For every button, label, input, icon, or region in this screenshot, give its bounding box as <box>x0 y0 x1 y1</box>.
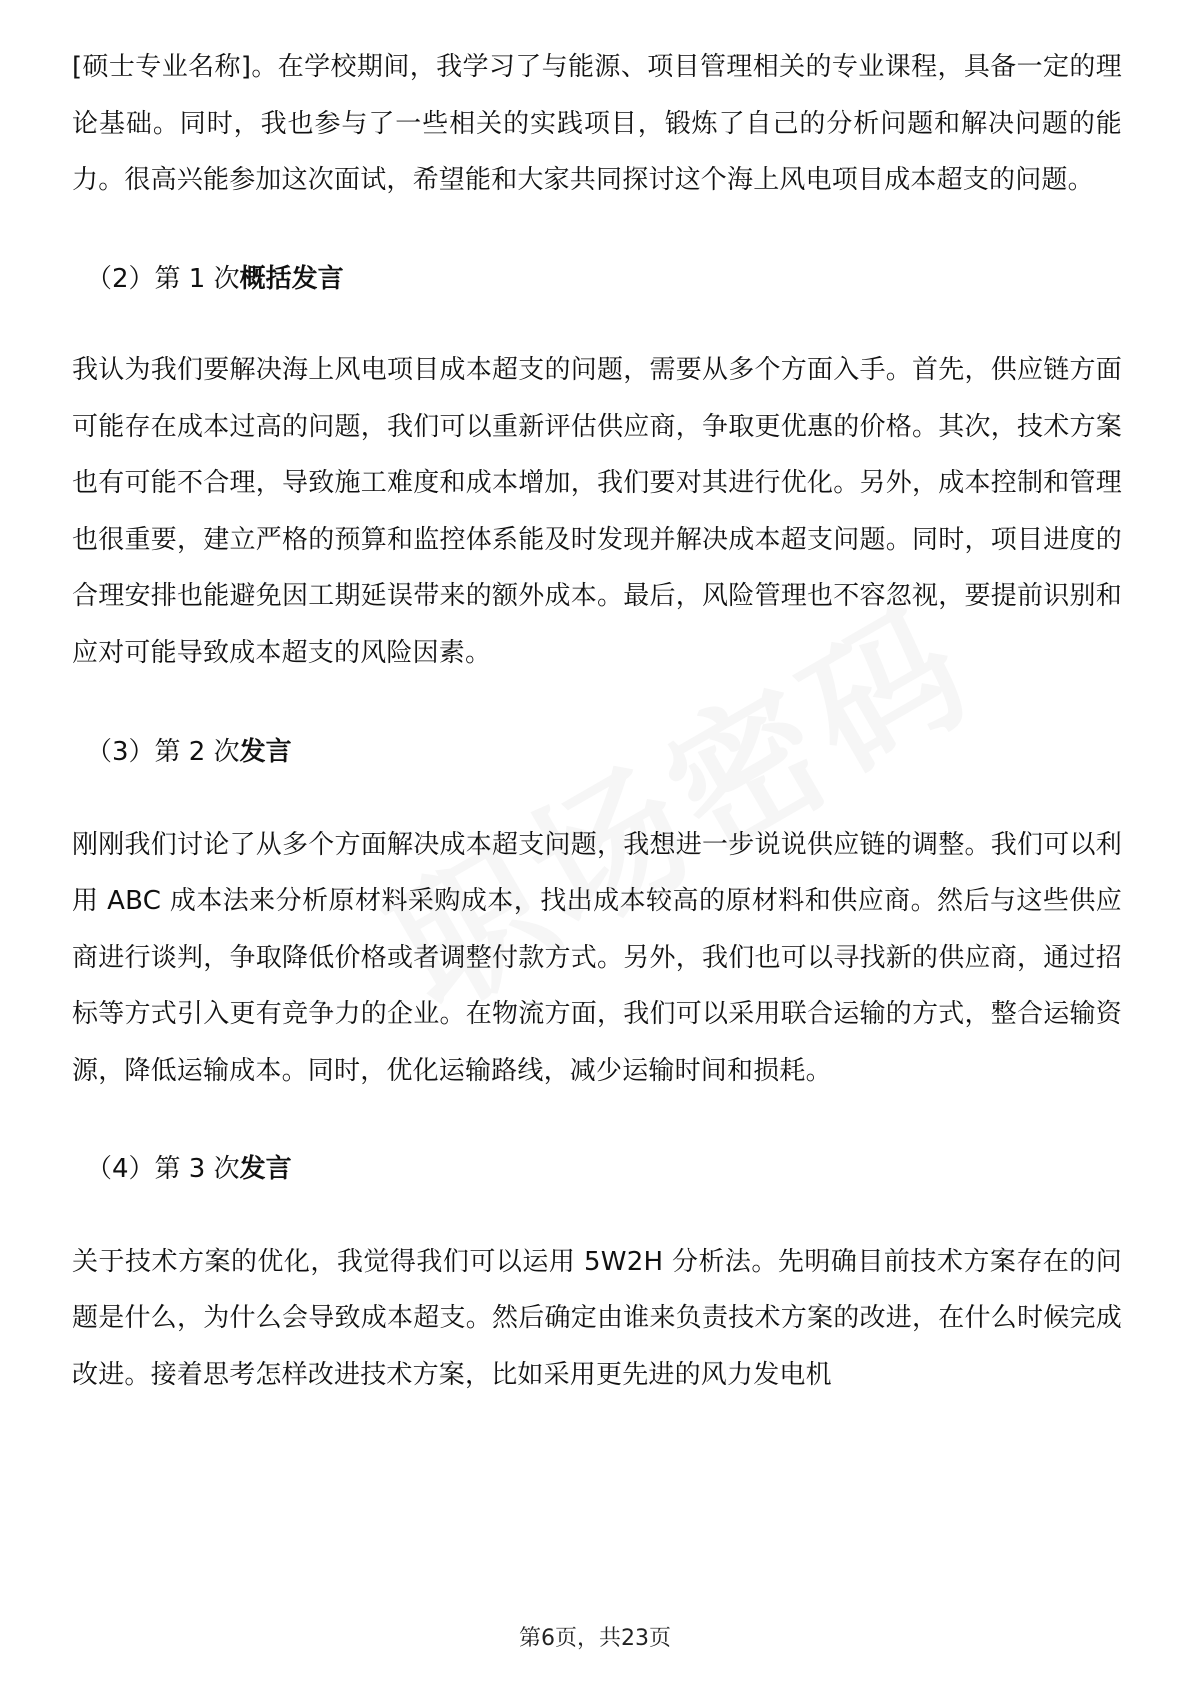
section-heading-2-prefix: （2）第 1 次 <box>86 263 240 294</box>
section-heading-4 <box>72 1141 1122 1198</box>
intro-paragraph: [硕士专业名称]。在学校期间，我学习了与能源、项目管理相关的专业课程，具备一定的理论基础。同时，我也参与了一些相关的实践项目，锻炼了自己的分析问题和解决问题的能力。很高兴能参加这次面试，希望能和大家共同探讨这个海上风电项目成本超支的问题。 <box>72 52 1122 195</box>
section-3-paragraph: 刚刚我们讨论了从多个方面解决成本超支问题，我想进一步说说供应链的调整。我们可以利用 ABC 成本法来分析原材料采购成本，找出成本较高的原材料和供应商。然后与这些供应商进行谈判，争取降低价格或者调整付款方式。另外，我们也可以寻找新的供应商，通过招标等方式引入更有竞争力的企业。在物流方面，我们可以采用联合运输的方式，整合运输资源，降低运输成本。同时，优化运输路线，减少运输时间和损耗。 <box>72 829 1122 1086</box>
section-heading-3 <box>72 724 1122 781</box>
section-heading-3-prefix: （3）第 2 次 <box>86 737 240 767</box>
section-2-paragraph: 我认为我们要解决海上风电项目成本超支的问题，需要从多个方面入手。首先，供应链方面可能存在成本过高的问题，我们可以重新评估供应商，争取更优惠的价格。其次，技术方案也有可能不合理，导致施工难度和成本增加，我们要对其进行优化。另外，成本控制和管理也很重要，建立严格的预算和监控体系能及时发现并解决成本超支问题。同时，项目进度的合理安排也能避免因工期延误带来的额外成本。最后，风险管理也不容忽视，要提前识别和应对可能导致成本超支的风险因素。 <box>72 355 1122 668</box>
section-heading-2-title: 概括发言 <box>239 263 344 294</box>
section-4-paragraph: 关于技术方案的优化，我觉得我们可以运用 5W2H 分析法。先明确目前技术方案存在的问题是什么，为什么会导致成本超支。然后确定由谁来负责技术方案的改进，在什么时候完成改进。接着思考怎样改进技术方案，比如采用更先进的风力发电机 <box>72 1246 1122 1390</box>
section-heading-3-title: 发言 <box>239 737 292 767</box>
section-heading-4-prefix: （4）第 3 次 <box>86 1154 240 1184</box>
page-number-footer: 第6页，共23页 <box>519 1626 671 1651</box>
section-heading-2 <box>72 251 1122 308</box>
section-heading-4-title: 发言 <box>239 1154 292 1184</box>
document-content <box>72 39 1122 1403</box>
